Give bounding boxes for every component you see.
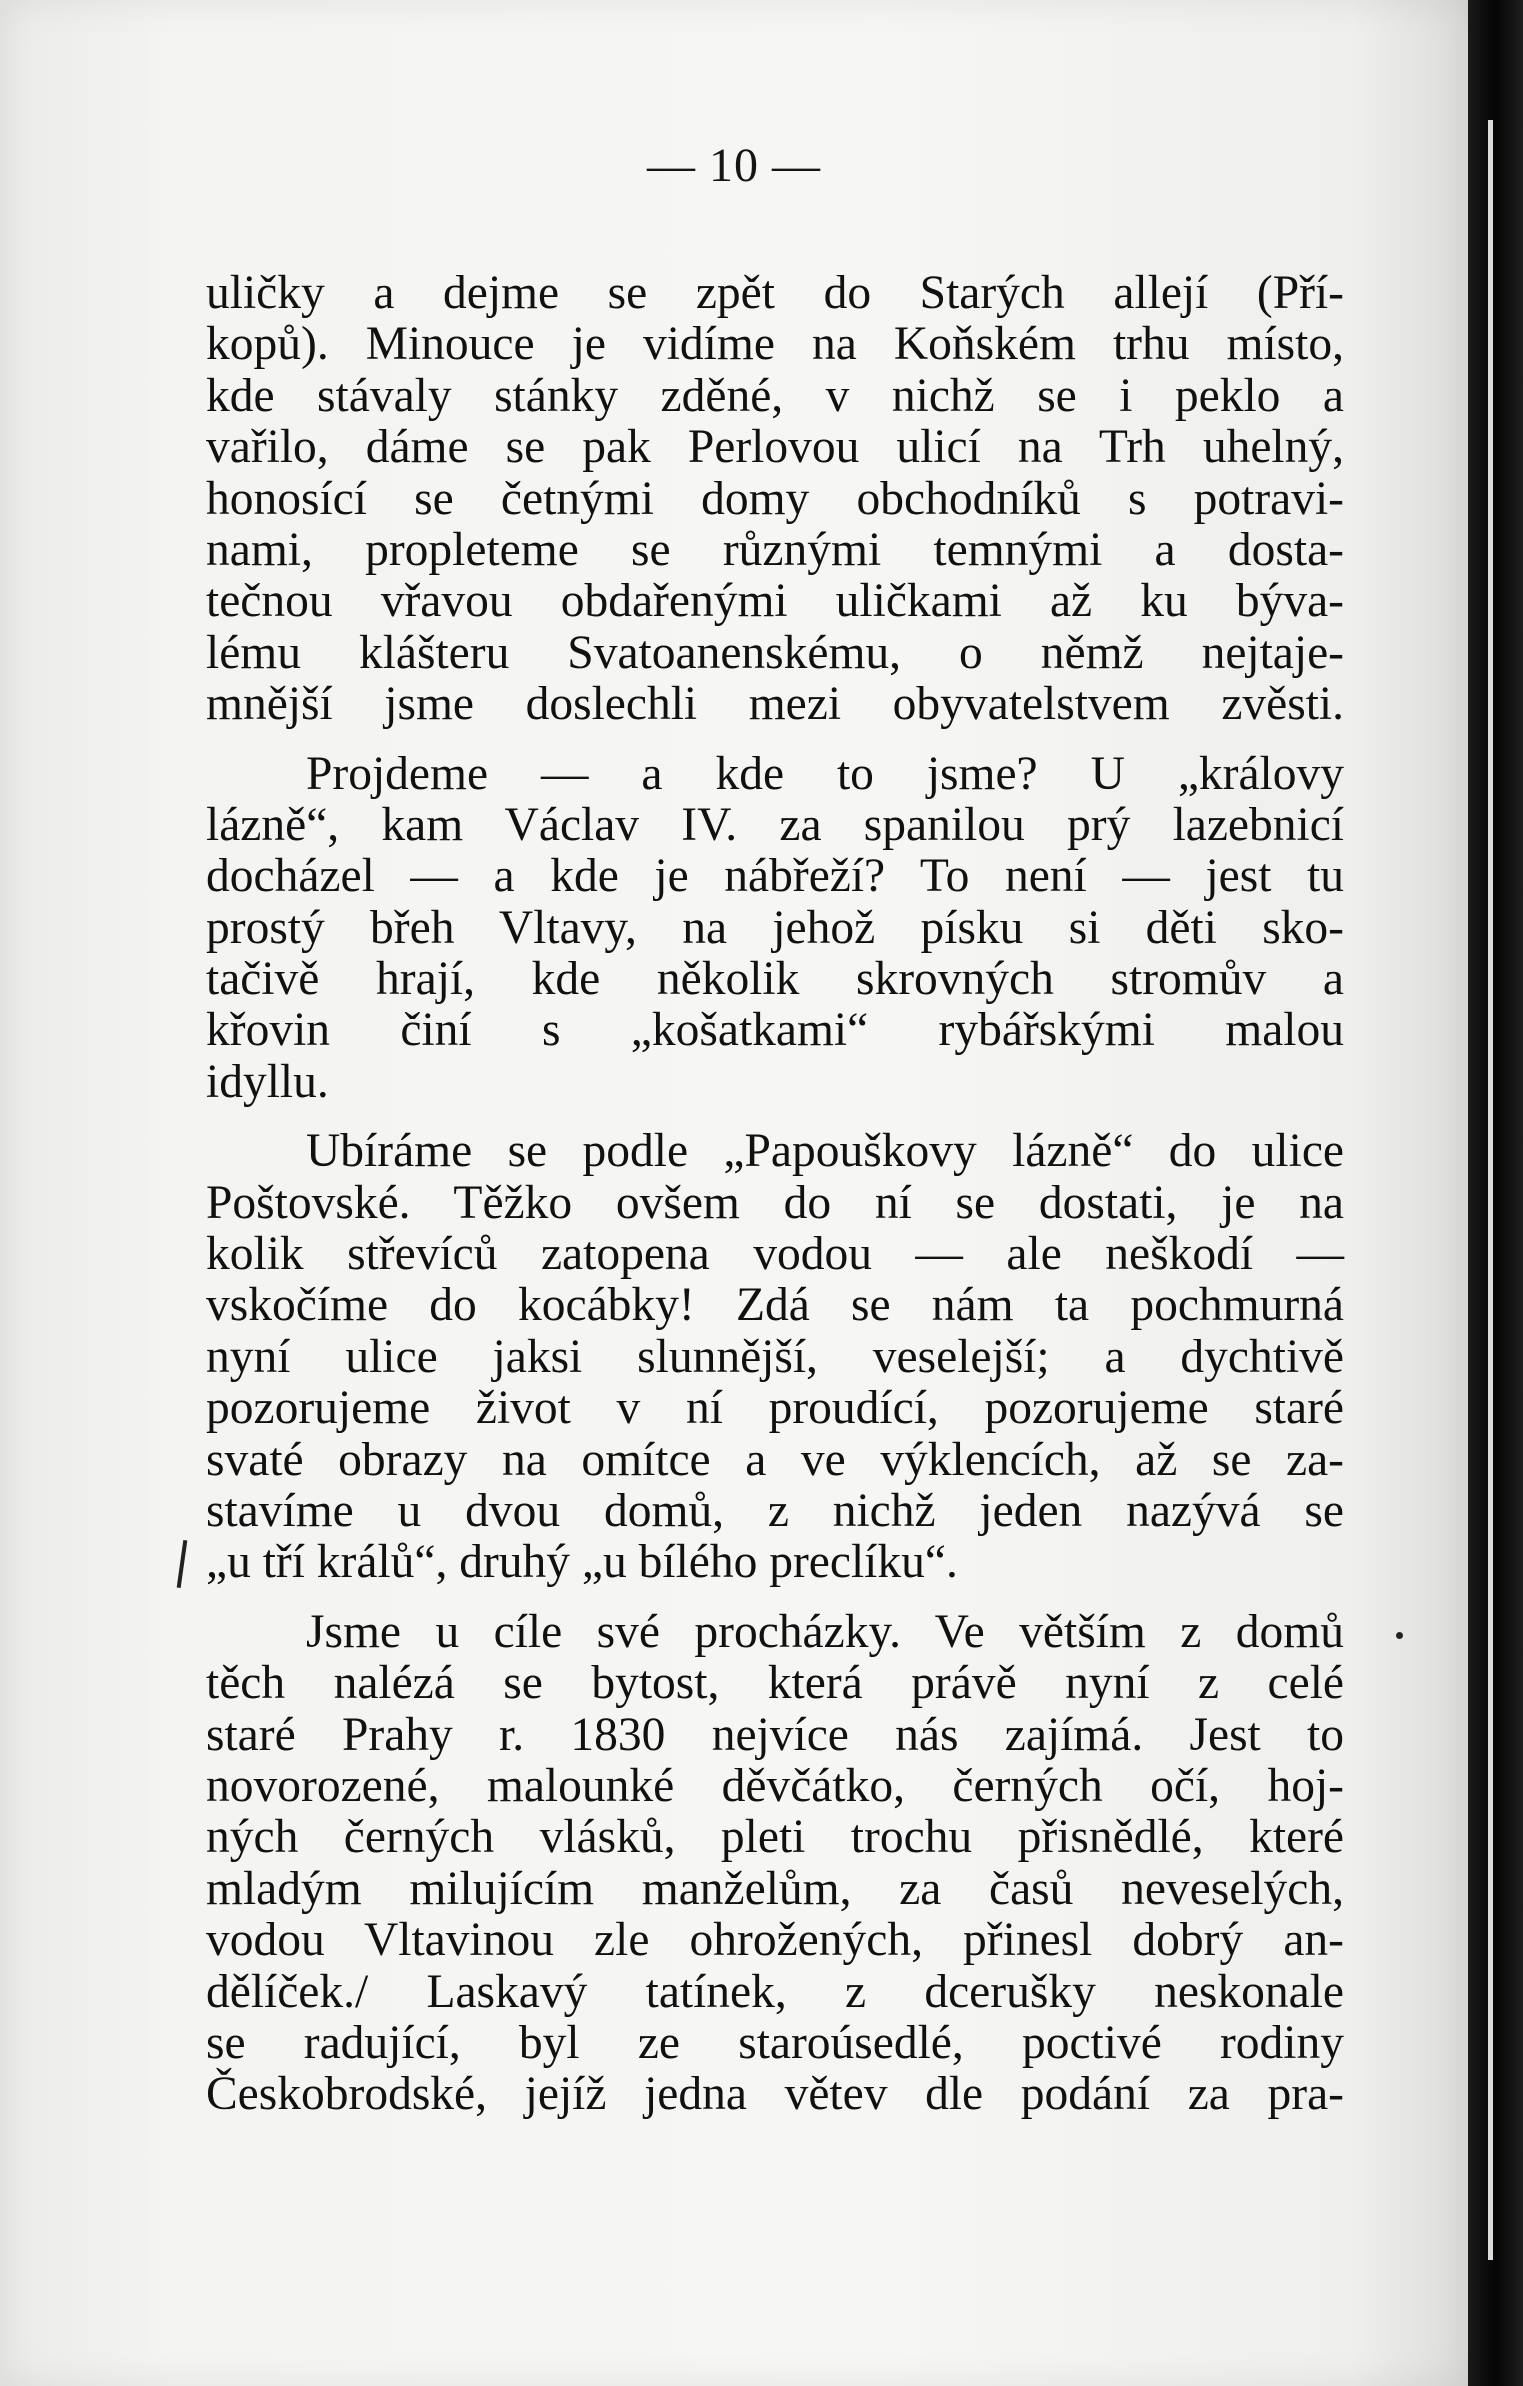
page-number: — 10 —	[647, 139, 821, 192]
text-line: Poštovské. Těžko ovšem do ní se dostati, je na	[206, 1176, 1344, 1229]
text-line: Českobrodské, jejíž jedna větev dle podání za pra-	[206, 2068, 1344, 2121]
body-text	[206, 268, 1344, 2121]
paragraph-2	[206, 749, 1344, 1109]
paragraph-3	[206, 1126, 1344, 1589]
text-line: mnější jsme doslechli mezi obyvatelstvem zvěsti.	[206, 678, 1344, 731]
text-line: pozorujeme život v ní proudící, pozorujeme staré	[206, 1382, 1344, 1435]
paragraph-gap	[206, 731, 1344, 749]
paragraph-gap	[206, 1589, 1344, 1607]
text-line: prostý břeh Vltavy, na jehož písku si děti sko-	[206, 901, 1344, 954]
text-line: novorozené, malounké děvčátko, černých očí, hoj-	[206, 1759, 1344, 1812]
text-line: tačivě hrají, kde několik skrovných stromův a	[206, 953, 1344, 1006]
text-line: tečnou vřavou obdařenými uličkami až ku býva-	[206, 575, 1344, 628]
text-line: těch nalézá se bytost, která právě nyní z celé	[206, 1657, 1344, 1710]
text-line: kolik střevíců zatopena vodou — ale neškodí —	[206, 1228, 1344, 1281]
text-line: mladým milujícím manželům, za časů neveselých,	[206, 1862, 1344, 1915]
book-spine-edge	[1468, 0, 1523, 2386]
text-line: Jsme u cíle své procházky. Ve větším z domů	[306, 1605, 1344, 1658]
text-line: Ubíráme se podle „Papouškovy lázně“ do ulice	[306, 1125, 1344, 1178]
text-line: docházel — a kde je nábřeží? To není — jest tu	[206, 850, 1344, 903]
text-line: idyllu.	[206, 1055, 329, 1108]
text-line: uličky a dejme se zpět do Starých allejí (Pří-	[206, 267, 1344, 319]
paragraph-4	[206, 1607, 1344, 2121]
text-line: Projdeme — a kde to jsme? U „královy	[306, 747, 1344, 800]
text-line: vskočíme do kocábky! Zdá se nám ta pochmurná	[206, 1279, 1344, 1332]
text-line: křovin činí s „košatkami“ rybářskými malou	[206, 1004, 1344, 1057]
paragraph-gap	[206, 1108, 1344, 1126]
text-line: nyní ulice jaksi slunnější, veselejší; a dychtivě	[206, 1330, 1344, 1383]
text-line: se radující, byl ze staroúsedlé, poctivé rodiny	[206, 2016, 1344, 2069]
text-line: lému klášteru Svatoanenskému, o němž nejtaje-	[206, 626, 1344, 679]
text-line: dělíček./ Laskavý tatínek, z dcerušky neskonale	[206, 1965, 1344, 2018]
text-line: vodou Vltavinou zle ohrožených, přinesl dobrý an-	[206, 1914, 1344, 1967]
text-line: kopů). Minouce je vidíme na Koňském trhu místo,	[206, 318, 1344, 371]
ink-dot	[1396, 1632, 1403, 1639]
text-line: staré Prahy r. 1830 nejvíce nás zajímá. Jest to	[206, 1708, 1344, 1761]
text-line: kde stávaly stánky zděné, v nichž se i peklo a	[206, 369, 1344, 422]
text-line: vařilo, dáme se pak Perlovou ulicí na Trh uhelný,	[206, 421, 1344, 474]
text-line: lázně“, kam Václav IV. za spanilou prý lazebnicí	[206, 798, 1344, 851]
text-line: honosící se četnými domy obchodníků s potravi-	[206, 472, 1344, 525]
text-line: svaté obrazy na omítce a ve výklencích, až se za-	[206, 1433, 1344, 1486]
text-line: stavíme u dvou domů, z nichž jeden nazývá se	[206, 1484, 1344, 1537]
text-line: „u tří králů“, druhý „u bílého preclíku“.	[206, 1536, 958, 1589]
text-line: ných černých vlásků, pleti trochu přisnědlé, které	[206, 1811, 1344, 1864]
text-line: nami, propleteme se různými temnými a dosta-	[206, 523, 1344, 576]
paragraph-1	[206, 268, 1344, 731]
page-edge-strip	[1488, 120, 1493, 2260]
